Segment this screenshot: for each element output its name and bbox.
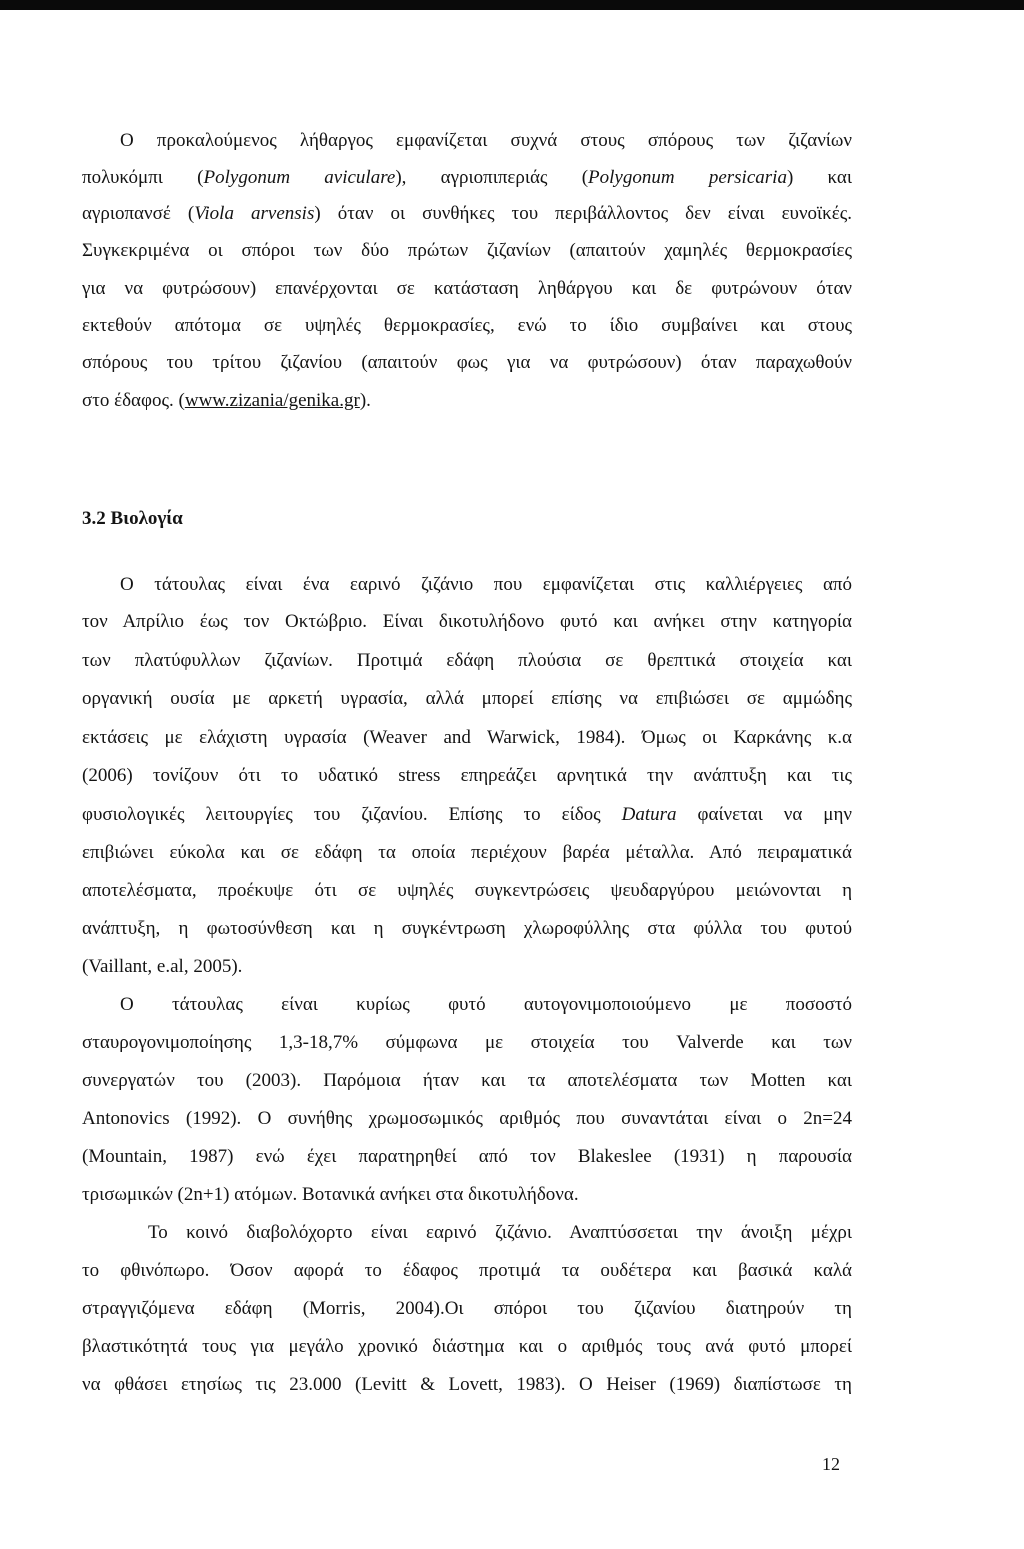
text-line (82, 1029, 852, 1056)
text-line (120, 991, 852, 1018)
text-line (82, 647, 852, 674)
text-segment: για να φυτρώσουν) επανέρχονται σε κατάσταση ληθάργου και δε φυτρώνουν όταν (82, 278, 852, 299)
text-segment: οργανική ουσία με αρκετή υγρασία, αλλά μπορεί επίσης να επιβιώσει σε αμμώδης (82, 688, 852, 709)
text-segment: φυσιολογικές λειτουργίες του ζιζανίου. Επίσης το είδος (82, 804, 622, 825)
text-line (82, 1181, 852, 1208)
text-line (82, 349, 852, 376)
section-heading: 3.2 Βιολογία (82, 508, 183, 529)
text-segment: να φθάσει ετησίως τις 23.000 (Levitt & Lovett, 1983). O Heiser (1969) διαπίστωσε τη (82, 1374, 852, 1395)
text-line (82, 275, 852, 302)
text-line (82, 1143, 852, 1170)
text-segment: τον Απρίλιο έως τον Οκτώβριο. Είναι δικοτυλήδονο φυτό και ανήκει στην κατηγορία (82, 611, 852, 632)
text-segment: ανάπτυξη, η φωτοσύνθεση και η συγκέντρωση χλωροφύλλης στα φύλλα του φυτού (82, 918, 852, 939)
text-segment: αποτελέσματα, προέκυψε ότι σε υψηλές συγκεντρώσεις ψευδαργύρου μειώνονται η (82, 880, 852, 901)
text-segment: σταυρογονιμοποίησης 1,3-18,7% σύμφωνα με στοιχεία του Valverde και των (82, 1032, 852, 1053)
text-line (82, 1105, 852, 1132)
text-line (120, 571, 852, 598)
italic-term: Datura (621, 804, 677, 825)
text-segment: (Mountain, 1987) ενώ έχει παρατηρηθεί από τον Blakeslee (1931) η παρουσία (82, 1146, 852, 1167)
text-segment: ), αγριοπιπεριάς ( (395, 167, 589, 188)
italic-term: Viola arvensis (194, 203, 315, 224)
text-line (82, 953, 852, 980)
text-line (82, 762, 852, 789)
text-segment: το φθινόπωρο. Όσον αφορά το έδαφος προτιμά τα ουδέτερα και βασικά καλά (82, 1260, 852, 1281)
text-segment: σπόρους του τρίτου ζιζανίου (απαιτούν φως για να φυτρώσουν) όταν παραχωθούν (82, 352, 852, 373)
text-segment: ) και (786, 167, 852, 188)
text-line (82, 801, 852, 828)
text-segment: (Vaillant, e.al, 2005). (82, 956, 243, 977)
text-segment: εκτεθούν απότομα σε υψηλές θερμοκρασίες, ενώ το ίδιο συμβαίνει και στους (82, 315, 852, 336)
text-segment: αγριοπανσέ ( (82, 203, 195, 224)
text-line (82, 685, 852, 712)
text-line (82, 1371, 852, 1398)
text-line (82, 1333, 852, 1360)
text-segment: των πλατύφυλλων ζιζανίων. Προτιμά εδάφη πλούσια σε θρεπτικά στοιχεία και (82, 650, 852, 671)
text-segment: βλαστικότητά τους για μεγάλο χρονικό διάστημα και ο αριθμός τους ανά φυτό μπορεί (82, 1336, 852, 1357)
italic-term: Polygonum aviculare (203, 167, 396, 188)
text-line (82, 608, 852, 635)
text-segment: Συγκεκριμένα οι σπόροι των δύο πρώτων ζιζανίων (απαιτούν χαμηλές θερμοκρασίες (82, 240, 852, 261)
page-number: 12 (822, 1454, 840, 1474)
text-segment: Ο τάτουλας είναι κυρίως φυτό αυτογονιμοποιούμενο με ποσοστό (120, 994, 852, 1015)
text-segment: ) όταν οι συνθήκες του περιβάλλοντος δεν είναι ευνοϊκές. (314, 203, 852, 224)
text-segment: στο έδαφος. ( (82, 390, 185, 411)
text-line (82, 839, 852, 866)
text-segment: Ο τάτουλας είναι ένα εαρινό ζιζάνιο που εμφανίζεται στις καλλιέργειες από (120, 574, 852, 595)
text-line (82, 200, 852, 227)
text-segment: επιβιώνει εύκολα και σε εδάφη τα οποία περιέχουν βαρέα μέταλλα. Από πειραματικά (82, 842, 852, 863)
text-segment: ). (359, 390, 371, 411)
text-segment: φαίνεται να μην (676, 804, 852, 825)
text-line (82, 237, 852, 264)
text-line (120, 127, 852, 154)
reference-link[interactable]: www.zizania/genika.gr (184, 390, 360, 411)
text-line (82, 1257, 852, 1284)
text-segment: εκτάσεις με ελάχιστη υγρασία (Weaver and Warwick, 1984). Όμως οι Καρκάνης κ.α (82, 727, 852, 748)
text-line (82, 387, 852, 414)
text-line (82, 164, 852, 191)
text-segment: (2006) τονίζουν ότι το υδατικό stress επηρεάζει αρνητικά την ανάπτυξη και τις (82, 765, 852, 786)
text-line (82, 1067, 852, 1094)
text-line (148, 1219, 852, 1246)
italic-term: Polygonum persicaria (588, 167, 787, 188)
text-line (82, 877, 852, 904)
text-line (82, 1295, 852, 1322)
text-line (82, 724, 852, 751)
text-line (82, 312, 852, 339)
text-segment: στραγγιζόμενα εδάφη (Morris, 2004).Οι σπόροι του ζιζανίου διατηρούν τη (82, 1298, 852, 1319)
text-segment: Ο προκαλούμενος λήθαργος εμφανίζεται συχνά στους σπόρους των ζιζανίων (120, 130, 852, 151)
text-line (82, 915, 852, 942)
text-segment: Antonovics (1992). Ο συνήθης χρωμοσωμικός αριθμός που συναντάται είναι ο 2n=24 (82, 1108, 852, 1129)
text-segment: συνεργατών του (2003). Παρόμοια ήταν και τα αποτελέσματα των Motten και (82, 1070, 852, 1091)
text-segment: πολυκόμπι ( (82, 167, 204, 188)
text-segment: τρισωμικών (2n+1) ατόμων. Βοτανικά ανήκει στα δικοτυλήδονα. (82, 1184, 579, 1205)
text-segment: Το κοινό διαβολόχορτο είναι εαρινό ζιζάνιο. Αναπτύσσεται την άνοιξη μέχρι (148, 1222, 852, 1243)
